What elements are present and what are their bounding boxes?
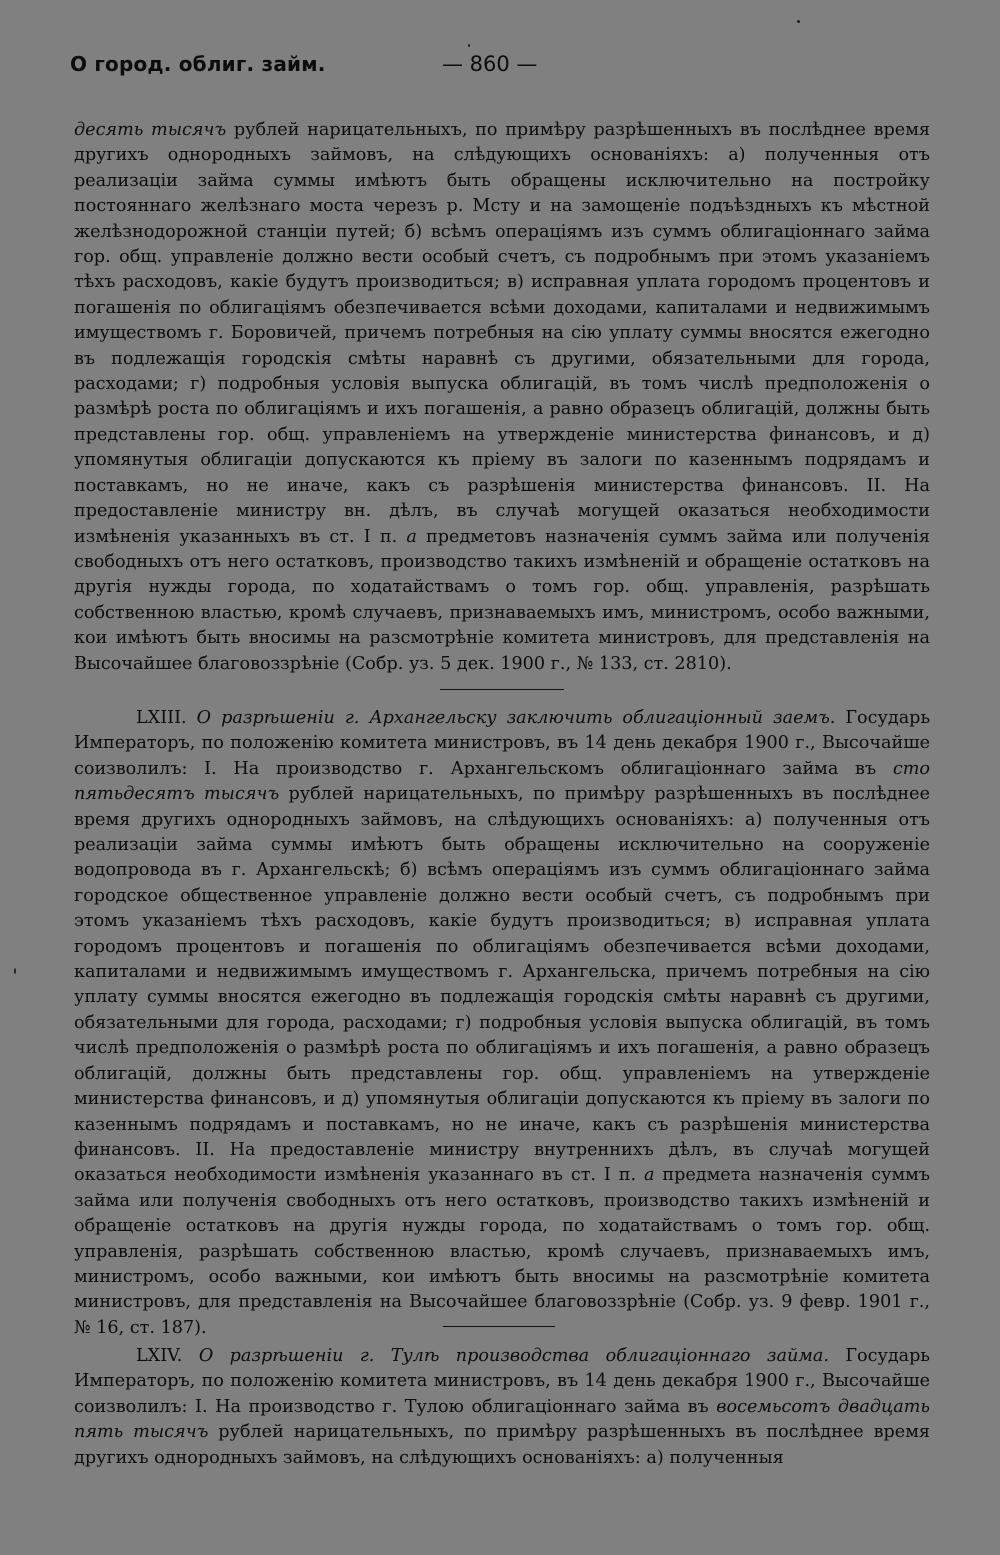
section-title: О разрѣшеніи г. Архангельску заключить облигаціонный заемъ. [196,708,836,728]
section-text: рублей нарицательныхъ, по примѣру разрѣшенныхъ въ послѣднее время другихъ однородныхъ займовъ, на слѣдующихъ основаніяхъ: а) полученныя [74,1422,930,1468]
section-text: рублей нарицательныхъ, по примѣру разрѣшенныхъ въ послѣднее время другихъ однородныхъ займовъ, на слѣдующихъ основаніяхъ: а) полученныя отъ реализаціи займа суммы имѣютъ быть обращены исключительно на сооруженіе водопровода въ г. Архангельскѣ; б) всѣмъ операціямъ изъ суммъ облигаціоннаго займа городское общественное управленіе должно вести особый счетъ, съ подробнымъ при этомъ указаніемъ тѣхъ расходовъ, какіе будутъ производиться; в) исправная уплата городомъ процентовъ и погашенія по облигаціямъ обезпечивается всѣми доходами, капиталами и недвижимымъ имуществомъ г. Архангельска, причемъ потребныя на сію уплату суммы вносятся ежегодно въ подлежащія городскія смѣты наравнѣ съ другими, обязательными для города, расходами; г) подробныя условія выпуска облигацій, въ томъ числѣ предположенія о размѣрѣ роста по облигаціямъ и ихъ погашенія, а равно образецъ облигацій, должны быть представлены гор. общ. управленіемъ на утвержденіе министерства финансовъ, и д) упомянутыя облигаціи допускаются къ пріему въ залоги по казеннымъ подрядамъ и поставкамъ, но не иначе, какъ съ разрѣшенія министерства финансовъ. II. На предоставленіе министру внутреннихъ дѣлъ, въ случаѣ могущей оказаться необходимости измѣненія указаннаго въ ст. I п. [74,784,930,1186]
section-lxiii [74,706,930,1341]
loan-amount-italic: сто пятьдесятъ тысячъ [74,758,930,805]
scan-speck [14,968,16,974]
page-header [70,50,928,84]
clause-letter-italic: а [406,526,417,547]
scan-speck [797,20,800,23]
section-title: О разрѣшеніи г. Тулѣ производства облигаціоннаго займа. [198,1346,829,1366]
section-divider [443,1326,555,1327]
paragraph-text: рублей нарицательныхъ, по примѣру разрѣшенныхъ въ послѣднее время другихъ однородныхъ займовъ, на слѣдующихъ основаніяхъ: а) полученныя отъ реализаціи займа суммы имѣютъ быть обращены исключительно на постройку постояннаго желѣзнаго моста черезъ р. Мсту и на замощеніе подъѣздныхъ къ мѣстной желѣзнодорожной станціи путей; б) всѣмъ операціямъ изъ суммъ облигаціоннаго займа гор. общ. управленіе должно вести особый счетъ, съ подробнымъ при этомъ указаніемъ тѣхъ расходовъ, какіе будутъ производиться; в) исправная уплата городомъ процентовъ и погашенія по облигаціямъ обезпечивается всѣми доходами, капиталами и недвижимымъ имуществомъ г. Боровичей, причемъ потребныя на сію уплату суммы вносятся ежегодно въ подлежащія городскія смѣты наравнѣ съ другими, обязательными для города, расходами; г) подробныя условія выпуска облигацій, въ томъ числѣ предположенія о размѣрѣ роста по облигаціямъ и ихъ погашенія, а равно образецъ облигацій, должны быть представлены гор. общ. управленіемъ на утвержденіе министерства финансовъ, и д) упомянутыя облигаціи допускаются къ пріему въ залоги по казеннымъ подрядамъ и поставкамъ, но не иначе, какъ съ разрѣшенія министерства финансовъ. II. На предоставленіе министру вн. дѣлъ, въ случаѣ могущей оказаться необходимости измѣненія указанныхъ въ ст. I п. [74,120,930,547]
scan-speck [468,44,470,47]
section-divider [440,689,564,690]
section-text: Государь Императоръ, по положенію комитета министровъ, въ 14 день декабря 1900 г., Высочайше соизволилъ: I. На производство г. Тулою облигаціоннаго займа въ [74,1346,931,1417]
section-text: предмета назначенія суммъ займа или полученія свободныхъ отъ него остатковъ, производство такихъ измѣненій и обращеніе остатковъ на другія нужды города, по ходатайствамъ о томъ гор. общ. управленія, разрѣшать собственною властью, кромѣ случаевъ, признаваемыхъ имъ, министромъ, особо важными, кои имѣютъ быть вносимы на разсмотрѣніе комитета министровъ, для представленія на Высочайшее благовоззрѣніе (Собр. уз. 9 февр. 1901 г., № 16, ст. 187). [74,1165,931,1338]
loan-amount-italic: десять тысячъ [74,120,227,140]
clause-letter-italic: а [643,1165,655,1186]
section-number: LXIII. [136,708,187,728]
section-text: Государь Императоръ, по положенію комитета министровъ, въ 14 день декабря 1900 г., Высочайше соизволилъ: I. На производство г. Архангельскомъ облигаціоннаго займа въ [74,708,931,779]
section-lxiv [74,1344,930,1471]
continued-paragraph [74,118,930,677]
running-head: О город. облиг. займ. [70,52,326,76]
section-number: LXIV. [136,1346,183,1366]
page-number: — 860 — [442,52,538,76]
paragraph-text-end: предметовъ назначенія суммъ займа или полученія свободныхъ отъ него остатковъ, производство такихъ измѣненій и обращеніе остатковъ на другія нужды города, по ходатайствамъ о томъ гор. общ. управленія, разрѣшать собственною властью, кромѣ случаевъ, признаваемыхъ имъ, министромъ, особо важными, кои имѣютъ быть вносимы на разсмотрѣніе комитета министровъ, для представленія на Высочайшее благовоззрѣніе (Собр. уз. 5 дек. 1900 г., № 133, ст. 2810). [74,526,930,674]
loan-amount-italic: восемьсотъ двадцать пять тысячъ [74,1396,930,1443]
